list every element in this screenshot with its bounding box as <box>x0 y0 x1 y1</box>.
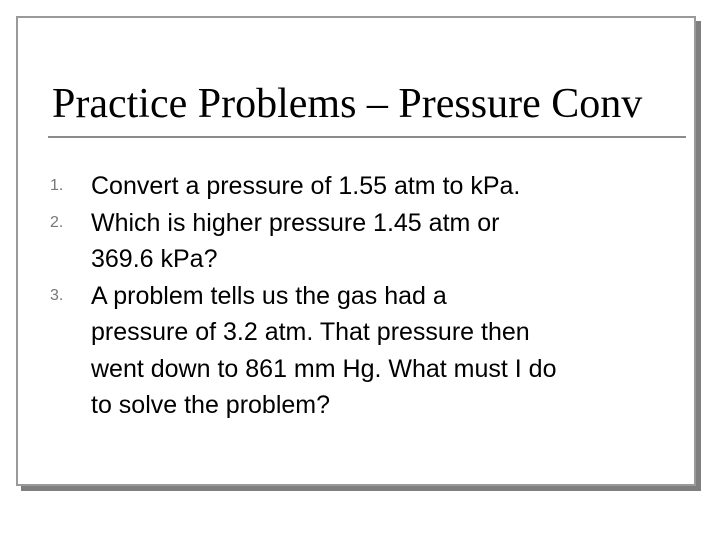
problem-number: 1. <box>50 177 64 194</box>
title-divider <box>48 136 686 138</box>
problem-text: Convert a pressure of 1.55 atm to kPa. <box>91 172 521 200</box>
problem-number: 3. <box>50 286 64 304</box>
slide-title: Practice Problems – Pressure Conv <box>52 81 643 127</box>
problem-text: A problem tells us the gas had a pressure of 3.2 atm. That pressure then went down to 861 mm Hg. What must I do to solve the problem? <box>91 281 557 419</box>
problem-number: 2. <box>50 213 64 231</box>
problem-item-2 <box>18 205 686 278</box>
problem-list <box>18 168 686 424</box>
problem-item-3 <box>18 278 686 424</box>
problem-item-1 <box>18 168 686 205</box>
slide-frame <box>16 16 696 486</box>
problem-text: Which is higher pressure 1.45 atm or 369.6 kPa? <box>91 208 500 273</box>
